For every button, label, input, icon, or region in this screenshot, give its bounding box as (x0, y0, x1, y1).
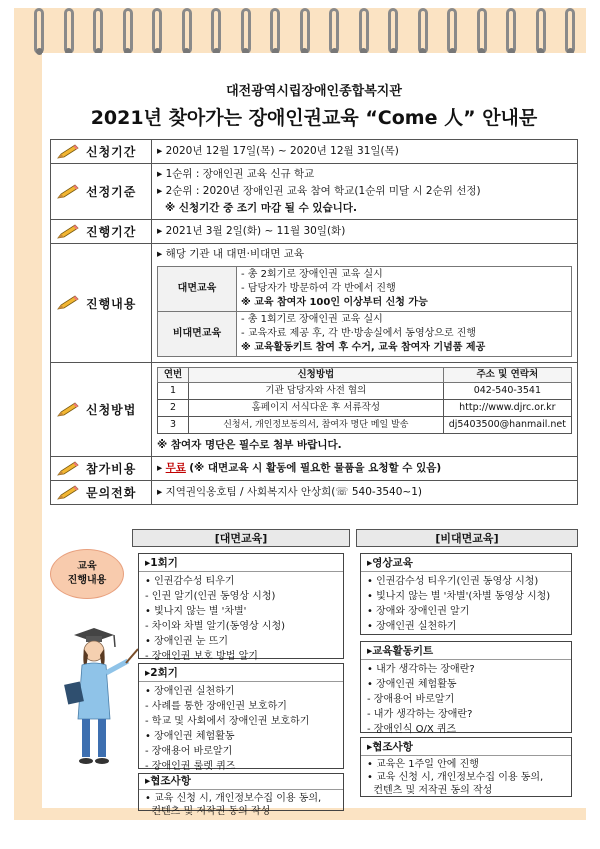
method-header: 신청방법 (189, 368, 444, 383)
bubble-text: 교육 진행내용 (67, 561, 107, 586)
list-item: • 빛나지 않는 별 '차별'(차별 동영상 시청) (367, 591, 551, 602)
fee-note: (※ 대면교육 시 활동에 필요한 물품을 요청할 수 있음) (189, 462, 442, 474)
method-table (157, 367, 572, 434)
pencil-icon (56, 460, 80, 478)
row-label: 문의전화 (86, 486, 137, 500)
nonface-cooperation-box (360, 737, 572, 797)
list-item: - 장애용어 바로알기 (145, 746, 233, 757)
list-item: - 장애인식 O/X 퀴즈 (367, 724, 457, 735)
method-desc: 홈페이지 서식다운 후 서류작성 (189, 400, 444, 417)
nonface-edu-header: [비대면교육] (356, 529, 578, 547)
row-label: 참가비용 (86, 462, 137, 476)
list-item: • 교육은 1주일 안에 진행 (367, 759, 479, 770)
session-title: ▸협조사항 (139, 774, 343, 790)
list-item: - 인권 알기(인권 동영상 시청) (145, 591, 276, 602)
list-item: 컨텐츠 및 저작권 동의 작성 (145, 806, 271, 817)
list-item: • 인권감수성 티우기 (145, 576, 235, 587)
list-item: - 차이와 차별 알기(동영상 시청) (145, 621, 286, 632)
nonface-edu-note: ※ 교육활동키트 참여 후 수거, 교육 참여자 기념품 제공 (241, 342, 486, 353)
nonface-edu-title: 비대면교육 (158, 312, 237, 357)
row-label: 진행기간 (86, 225, 137, 239)
criteria-note: ※ 신청기간 중 조기 마감 될 수 있습니다. (165, 202, 357, 214)
session-title: ▸2회기 (139, 666, 343, 682)
method-no: 2 (158, 400, 189, 417)
row-fee: 참가비용 ▸ 무료 (※ 대면교육 시 활동에 필요한 물품을 요청할 수 있음) (51, 457, 578, 481)
session-title: ▸교육활동키트 (361, 644, 571, 660)
criteria-line-1: ▸ 1순위 : 장애인권 교육 신규 학교 (157, 168, 315, 180)
pencil-icon (56, 183, 80, 201)
list-item: • 장애인권 실천하기 (367, 621, 457, 632)
content-intro: ▸ 해당 기관 내 대면·비대면 교육 (157, 248, 305, 260)
method-note: ※ 참여자 명단은 필수로 첨부 바랍니다. (157, 439, 342, 451)
method-header: 주소 및 연락처 (443, 368, 571, 383)
method-no: 1 (158, 383, 189, 400)
method-contact-link[interactable]: http://www.djrc.or.kr (443, 400, 571, 417)
inquiry-value: ▸ 지역권익옹호팀 / 사회복지사 안상희(☏ 540-3540~1) (152, 481, 578, 505)
list-item: • 교육 신청 시, 개인정보수집 이용 동의, (367, 772, 544, 783)
pencil-icon (56, 484, 80, 502)
method-contact: 042-540-3541 (443, 383, 571, 400)
table-row (158, 383, 572, 400)
row-application-period (51, 140, 578, 164)
row-selection-criteria (51, 164, 578, 220)
application-period-value: ▸ 2020년 12월 17일(목) ~ 2020년 12월 31일(목) (152, 140, 578, 164)
row-progress-period (51, 220, 578, 244)
list-item: - 장애인권 보호 방법 알기 (145, 651, 258, 662)
list-item: - 사례를 통한 장애인권 보호하기 (145, 701, 287, 712)
session-items (367, 758, 565, 797)
teacher-illustration (60, 625, 140, 775)
content-subtable (157, 266, 572, 357)
method-desc: 신청서, 개인정보동의서, 참여자 명단 메일 발송 (189, 417, 444, 434)
list-item: • 인권감수성 티우기(인권 동영상 시청) (367, 576, 539, 587)
fee-free: 무료 (165, 462, 186, 474)
pencil-icon (56, 223, 80, 241)
row-label: 신청방법 (86, 403, 137, 417)
document-body (42, 53, 586, 817)
face-edu-title: 대면교육 (158, 267, 237, 312)
session-title: ▸1회기 (139, 556, 343, 572)
list-item: • 장애인권 눈 뜨기 (145, 636, 229, 647)
nonface-edu-line: - 교육자료 제공 후, 각 반·방송실에서 동영상으로 진행 (241, 328, 477, 339)
nonface-kit-box (360, 641, 572, 733)
organization-name: 대전광역시립장애인종합복지관 (226, 84, 402, 99)
list-item: • 장애인권 실천하기 (145, 686, 235, 697)
table-row (158, 400, 572, 417)
program-section (42, 521, 586, 817)
row-inquiry (51, 481, 578, 505)
info-table (50, 139, 578, 505)
table-row (158, 417, 572, 434)
session-items (367, 574, 565, 634)
criteria-line-2: ▸ 2순위 : 2020년 장애인권 교육 참여 학교(1순위 미달 시 2순위 선정) (157, 185, 481, 197)
face-session1-box (138, 553, 344, 662)
list-item: 컨텐츠 및 저작권 동의 작성 (367, 785, 493, 796)
row-label: 진행내용 (86, 296, 137, 311)
progress-period-value: ▸ 2021년 3월 2일(화) ~ 11월 30일(화) (152, 220, 578, 244)
page-title: 2021년 찾아가는 장애인권교육 “Come 人” 안내문 (90, 107, 538, 129)
row-method (51, 363, 578, 457)
list-item: • 내가 생각하는 장애란? (367, 664, 475, 675)
face-edu-line: - 담당자가 방문하여 각 반에서 진행 (241, 283, 396, 294)
face-edu-line: - 총 2회기로 장애인권 교육 실시 (241, 269, 383, 280)
list-item: - 장애용어 바로알기 (367, 694, 455, 705)
list-item: - 내가 생각하는 장애란? (367, 709, 473, 720)
list-item: • 빛나지 않는 별 '차별' (145, 606, 247, 617)
list-item: - 학교 및 사회에서 장애인권 보호하기 (145, 716, 310, 727)
face-cooperation-box (138, 773, 344, 817)
face-edu-header: [대면교육] (132, 529, 350, 547)
row-content (51, 244, 578, 363)
list-item: • 장애인권 체험활동 (367, 679, 457, 690)
program-bubble (50, 549, 124, 599)
nonface-video-box (360, 553, 572, 635)
notebook-paper (14, 8, 586, 820)
session-items (145, 792, 337, 818)
row-label: 신청기간 (86, 145, 137, 159)
pencil-icon (56, 294, 80, 312)
list-item: • 장애인권 체험활동 (145, 731, 235, 742)
session-items (145, 574, 337, 664)
face-session2-box (138, 663, 344, 772)
method-contact-email[interactable]: dj5403500@hanmail.net (443, 417, 571, 434)
session-title: ▸영상교육 (361, 556, 571, 572)
method-header: 연번 (158, 368, 189, 383)
nonface-edu-line: - 총 1회기로 장애인권 교육 실시 (241, 314, 383, 325)
method-no: 3 (158, 417, 189, 434)
pencil-icon (56, 401, 80, 419)
pencil-icon (56, 143, 80, 161)
session-items (145, 684, 337, 774)
session-title: ▸협조사항 (361, 740, 571, 756)
list-item: • 장애와 장애인권 알기 (367, 606, 470, 617)
list-item: - 장애인권 룰렛 퀴즈 (145, 761, 236, 772)
face-edu-note: ※ 교육 참여자 100인 이상부터 신청 가능 (241, 297, 428, 308)
session-items (367, 662, 565, 737)
list-item: • 교육 신청 시, 개인정보수집 이용 동의, (145, 793, 322, 804)
method-desc: 기관 담당자와 사전 협의 (189, 383, 444, 400)
row-label: 선정기준 (86, 185, 137, 199)
